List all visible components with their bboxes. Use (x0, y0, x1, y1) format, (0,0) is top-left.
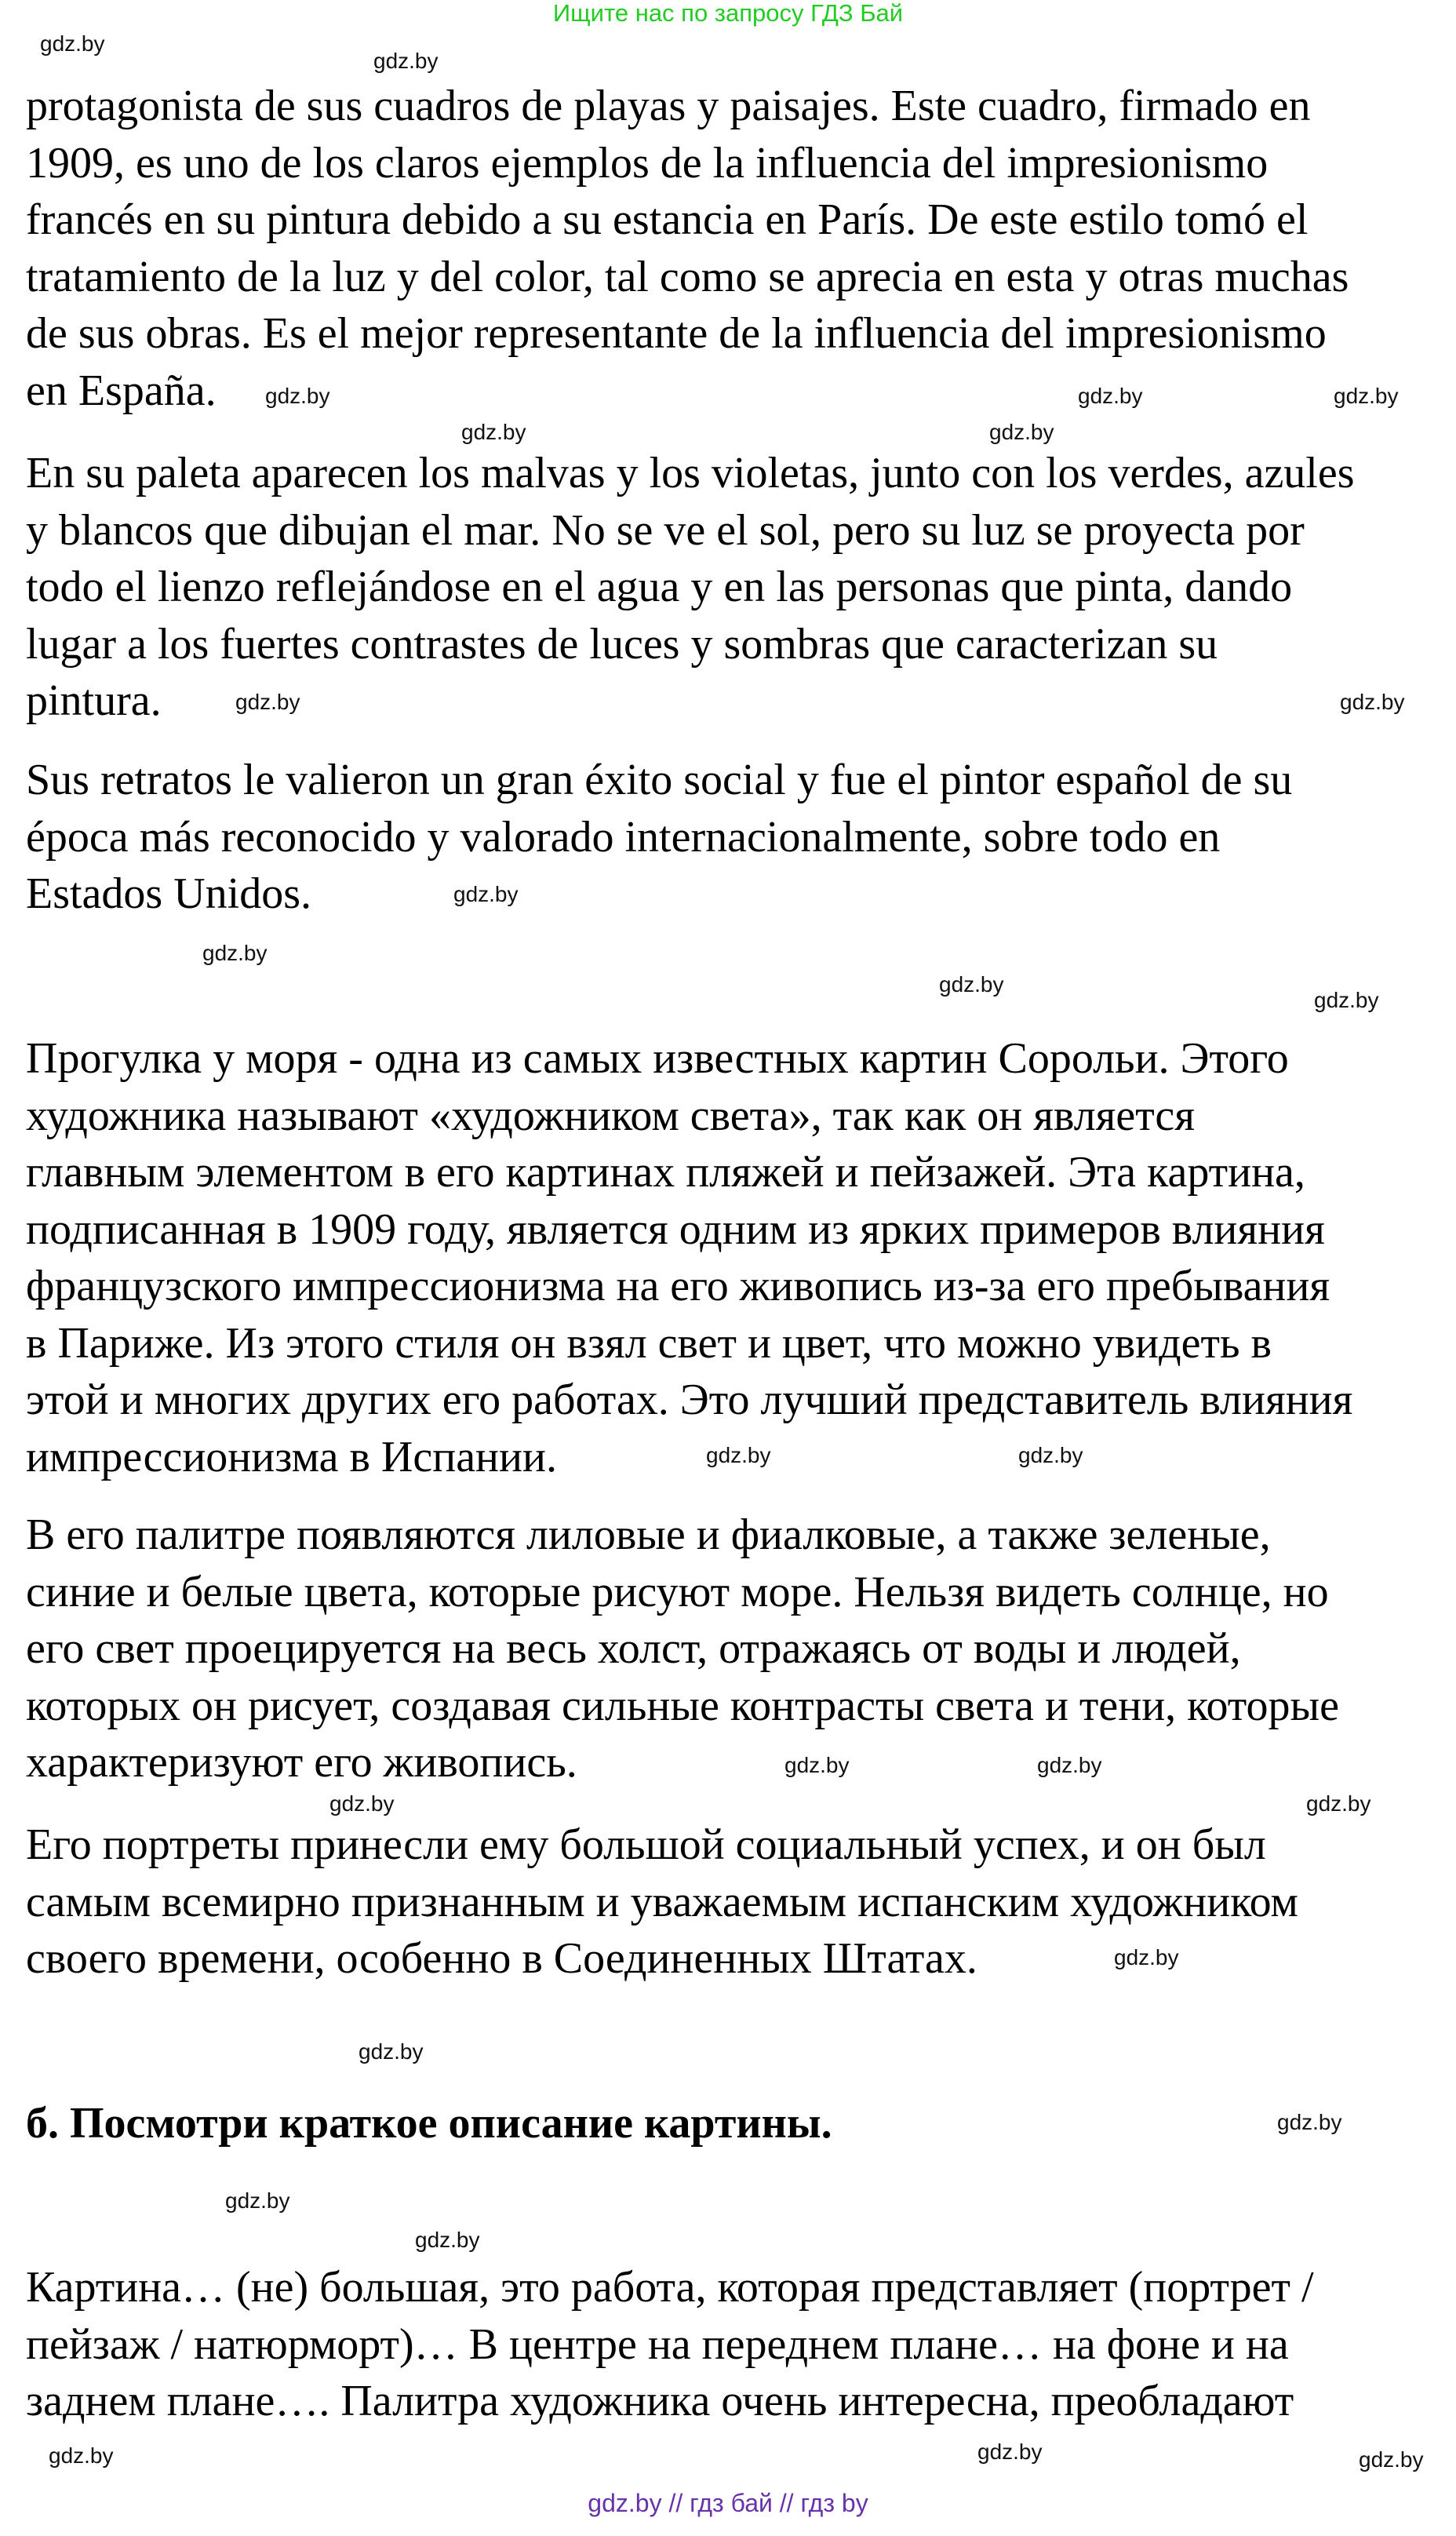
text-line: заднем плане…. Палитра художника очень интересна, преобладают (26, 2377, 1294, 2425)
watermark: gdz.by (706, 1443, 771, 1467)
watermark: gdz.by (1018, 1443, 1083, 1467)
paragraph-spanish-3 (26, 752, 1292, 923)
text-line: художника называют «художником света», так как он является (26, 1091, 1196, 1140)
watermark: gdz.by (1334, 384, 1399, 408)
paragraph-spanish-1 (26, 78, 1349, 419)
watermark: gdz.by (461, 420, 526, 444)
text-line: импрессионизма в Испании. (26, 1432, 557, 1481)
text-line: его свет проецируется на весь холст, отражаясь от воды и людей, (26, 1624, 1241, 1673)
text-line: подписанная в 1909 году, является одним из ярких примеров влияния (26, 1204, 1325, 1254)
text-line: época más reconocido y valorado internacionalmente, sobre todo en (26, 812, 1221, 862)
watermark: gdz.by (373, 49, 439, 73)
text-line: этой и многих других его работах. Это лучший представитель влияния (26, 1375, 1353, 1424)
watermark: gdz.by (1359, 2447, 1424, 2472)
text-line: 1909, es uno de los claros ejemplos de la influencia del impresionismo (26, 138, 1269, 188)
paragraph-russian-1 (26, 1030, 1352, 1485)
watermark: gdz.by (1114, 1945, 1179, 1969)
text-line: Estados Unidos. (26, 869, 311, 918)
text-line: в Париже. Из этого стиля он взял свет и цвет, что можно увидеть в (26, 1318, 1272, 1368)
text-line: francés en su pintura debido a su estancia en París. De este estilo tomó el (26, 195, 1309, 244)
watermark: gdz.by (225, 2188, 290, 2213)
text-line: de sus obras. Es el mejor representante de la influencia del impresionismo (26, 309, 1327, 358)
watermark: gdz.by (977, 2439, 1043, 2464)
text-line: En su paleta aparecen los malvas y los violetas, junto con los verdes, azules (26, 449, 1355, 497)
text-line: синие и белые цвета, которые рисуют море. Нельзя видеть солнце, но (26, 1567, 1329, 1616)
watermark: gdz.by (1306, 1791, 1371, 1816)
watermark: gdz.by (1078, 384, 1143, 408)
watermark: gdz.by (265, 384, 330, 408)
text-line: Sus retratos le valieron un gran éxito social y fue el pintor español de su (26, 756, 1293, 804)
watermark: gdz.by (1277, 2110, 1342, 2134)
watermark: gdz.by (784, 1753, 850, 1777)
text-line: tratamiento de la luz y del color, tal como se aprecia en esta y otras muchas (26, 252, 1349, 301)
footer-links[interactable]: gdz.by // гдз бай // гдз by (588, 2489, 868, 2517)
watermark: gdz.by (1037, 1753, 1102, 1777)
text-line: y blancos que dibujan el mar. No se ve el sol, pero su luz se proyecta por (26, 505, 1305, 555)
watermark: gdz.by (202, 941, 268, 965)
watermark: gdz.by (1340, 690, 1405, 714)
watermark: gdz.by (329, 1791, 395, 1816)
text-line: todo el lienzo reflejándose en el agua y en las personas que pinta, dando (26, 563, 1293, 611)
text-line: Прогулка у моря - одна из самых известных картин Сорольи. Этого (26, 1034, 1289, 1083)
text-line: самым всемирно признанным и уважаемым испанским художником (26, 1877, 1298, 1926)
text-line: Картина… (не) большая, это работа, которая представляет (портрет / (26, 2263, 1314, 2312)
text-line: французского импрессионизма на его живопись из-за его пребывания (26, 1262, 1330, 1310)
text-line: protagonista de sus cuadros de playas y paisajes. Este cuadro, firmado en (26, 82, 1311, 130)
watermark: gdz.by (939, 972, 1004, 997)
watermark: gdz.by (40, 31, 105, 56)
header-banner[interactable]: Ищите нас по запросу ГДЗ Бай (552, 0, 904, 27)
watermark: gdz.by (989, 420, 1054, 444)
watermark: gdz.by (453, 882, 519, 906)
text-line: Его портреты принесли ему большой социальный успех, и он был (26, 1820, 1266, 1869)
paragraph-spanish-2 (26, 445, 1355, 730)
task-paragraph (26, 2259, 1314, 2430)
text-line: lugar a los fuertes contrastes de luces y sombras que caracterizan su (26, 619, 1218, 669)
text-line: характеризуют его живопись. (26, 1738, 577, 1787)
text-line: В его палитре появляются лиловые и фиалковые, а также зеленые, (26, 1510, 1271, 1559)
text-line: своего времени, особенно в Соединенных Штатах. (26, 1934, 977, 1983)
text-line: en España. (26, 366, 217, 415)
paragraph-russian-3 (26, 1816, 1298, 1988)
text-line: пейзаж / натюрморт)… В центре на переднем плане… на фоне и на (26, 2319, 1289, 2369)
watermark: gdz.by (1314, 988, 1379, 1012)
text-line: pintura. (26, 676, 162, 725)
section-heading: б. Посмотри краткое описание картины. (26, 2099, 832, 2148)
watermark: gdz.by (235, 690, 300, 714)
watermark: gdz.by (415, 2228, 480, 2252)
watermark: gdz.by (49, 2443, 114, 2468)
paragraph-russian-2 (26, 1507, 1339, 1791)
watermark: gdz.by (359, 2039, 424, 2064)
text-line: которых он рисует, создавая сильные контрасты света и тени, которые (26, 1681, 1340, 1730)
text-line: главным элементом в его картинах пляжей и пейзажей. Эта картина, (26, 1148, 1305, 1197)
